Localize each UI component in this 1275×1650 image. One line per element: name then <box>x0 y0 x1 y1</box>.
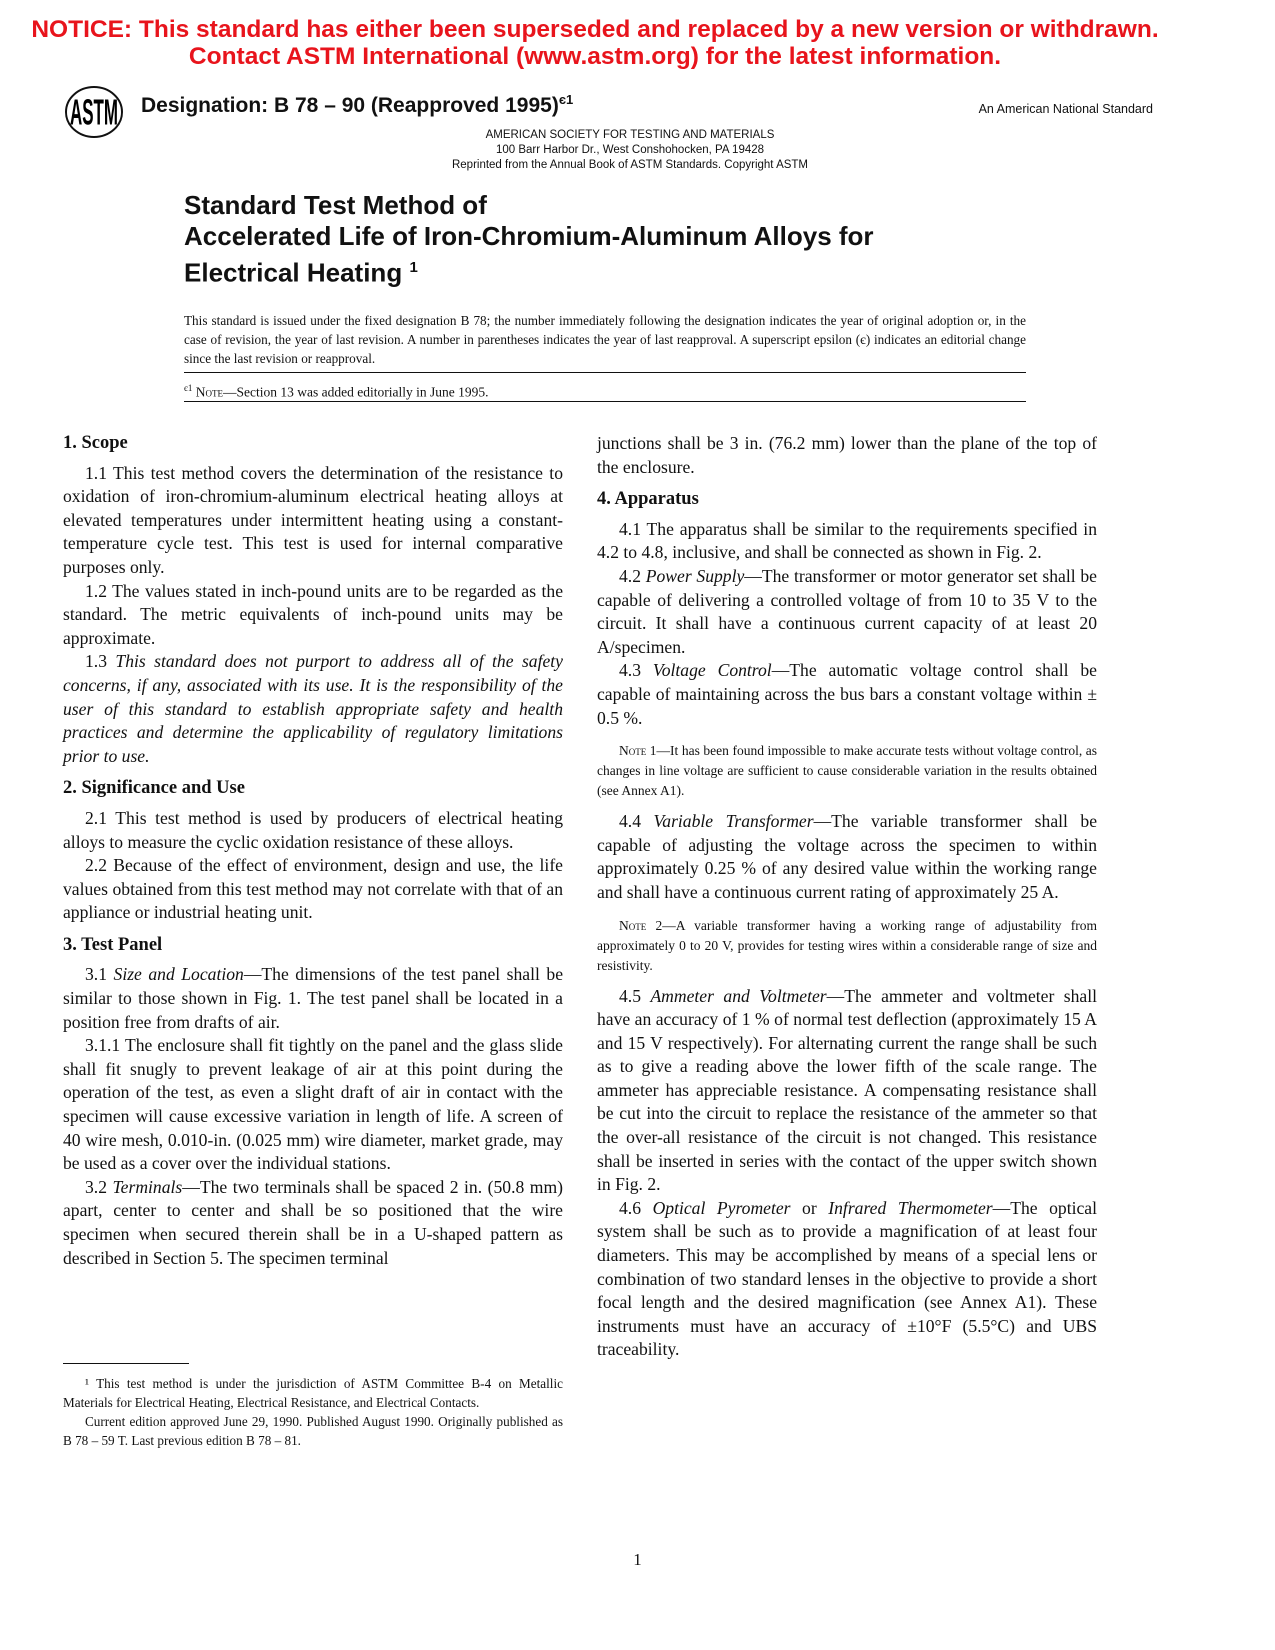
footnote-rule <box>63 1363 189 1364</box>
divider <box>184 401 1026 402</box>
society-info: AMERICAN SOCIETY FOR TESTING AND MATERIALS 100 Barr Harbor Dr., West Conshohocken, PA 19428 Reprinted from the Annual Book of ASTM Standards. Copyright ASTM <box>451 129 809 171</box>
svg-text:ASTM: ASTM <box>70 92 118 134</box>
paragraph: 4.1 The apparatus shall be similar to the requirements specified in 4.2 to 4.8, inclusive, and shall be connected as shown in Fig. 2. <box>597 518 1097 563</box>
paragraph: 4.3 Voltage Control—The automatic voltage control shall be capable of maintaining across the bus bars a constant voltage within ± 0.5 %. <box>597 660 1097 728</box>
section-heading: 2. Significance and Use <box>63 778 245 799</box>
note: Note 1—It has been found impossible to make accurate tests without voltage control, as changes in line voltage are sufficient to cause considerable variation in the results obtained (see Annex A1). <box>597 743 1097 799</box>
note: Note 2—A variable transformer having a working range of adjustability from approximately 0 to 20 V, provides for testing wires within a considerable range of size and resistivity. <box>597 917 1097 973</box>
astm-logo <box>64 86 124 138</box>
paragraph: 1.2 The values stated in inch-pound units are to be regarded as the standard. The metric equivalents of inch-pound units may be approximate. <box>63 580 563 648</box>
paragraph: 3.2 Terminals—The two terminals shall be spaced 2 in. (50.8 mm) apart, center to center and shall be so positioned that the wire specimen when secured therein shall be in a U-shaped pattern as described in Section 5. The specimen terminal <box>63 1176 564 1268</box>
footnote: Current edition approved June 29, 1990. Published August 1990. Originally published as B 78 – 59 T. Last previous edition B 78 – 81. <box>63 1414 563 1448</box>
paragraph: 4.6 Optical Pyrometer or Infrared Thermometer—The optical system shall be such as to provide a magnification of at least four diameters. This may be accomplished by means of a special lens or combination of two standard lenses in the objective to provide a short focal length and the desired magnification (see Annex A1). These instruments must have an accuracy of ±10°F (5.5°C) and UBS traceability. <box>597 1197 1098 1360</box>
paragraph: 3.1.1 The enclosure shall fit tightly on the panel and the glass slide shall fit snugly to prevent leakage of air at this point during the operation of the test, as even a slight draft of air in contact with the specimen will cause excessive variation in length of life. A screen of 40 wire mesh, 0.010-in. (0.025 mm) wire diameter, market grade, may be used as a cover over the individual stations. <box>63 1035 563 1174</box>
left-column <box>63 432 563 1270</box>
issuance-statement: This standard is issued under the fixed designation B 78; the number immediately following the designation indicates the year of original adoption or, in the case of revision, the year of last revision. A number in parentheses indicates the year of last reapproval. A superscript epsilon (є) indicates an editorial change since the last revision or reapproval. <box>184 313 1026 366</box>
paragraph: junctions shall be 3 in. (76.2 mm) lower than the plane of the top of the enclosure. <box>597 433 1097 477</box>
paragraph: 1.1 This test method covers the determination of the resistance to oxidation of iron-chromium-aluminum electrical heating alloys at elevated temperatures under intermittent heating using a constant-temperature cycle test. This test is used for internal comparative purposes only. <box>63 462 563 577</box>
paragraph: 2.1 This test method is used by producers of electrical heating alloys to measure the cyclic oxidation resistance of these alloys. <box>63 807 563 852</box>
national-standard-label: An American National Standard <box>978 102 1153 116</box>
footnote: ¹ This test method is under the jurisdiction of ASTM Committee B-4 on Metallic Materials for Electrical Heating, Electrical Resistance, and Electrical Contacts. <box>63 1376 563 1410</box>
footnotes <box>63 1374 563 1450</box>
paragraph: 4.4 Variable Transformer—The variable transformer shall be capable of adjusting the voltage across the specimen to within approximately 0.25 % of any desired value within the working range and shall have a continuous current rating of approximately 25 A. <box>597 811 1097 902</box>
paragraph: 1.3 This standard does not purport to address all of the safety concerns, if any, associated with its use. It is the responsibility of the user of this standard to establish appropriate safety and health practices and determine the applicability of regulatory limitations prior to use. <box>63 651 563 766</box>
designation: Designation: B 78 – 90 (Reapproved 1995)$^{є1}$ <box>141 92 574 117</box>
paragraph: 4.5 Ammeter and Voltmeter—The ammeter and voltmeter shall have an accuracy of 1 % of normal test deflection (approximately 15 A and 15 V respectively). For alternating current the range shall be such as to give a reading above the lower fifth of the scale range. The ammeter has appreciable resistance. A compensating resistance shall be cut into the circuit to replace the resistance of the ammeter so that the over-all resistance of the circuit is not changed. This resistance shall be inserted in series with the contact of the upper switch shown in Fig. 2. <box>597 985 1097 1195</box>
divider <box>184 372 1026 373</box>
right-column <box>597 432 1097 1362</box>
paragraph: 2.2 Because of the effect of environment, design and use, the life values obtained from this test method may not correlate with that of an appliance or industrial heating unit. <box>63 855 563 923</box>
section-heading: 3. Test Panel <box>63 934 163 955</box>
page-number: 1 <box>633 1550 642 1569</box>
document-title: Standard Test Method of Accelerated Life of Iron-Chromium-Aluminum Alloys for Electrical Heating $^1$ <box>184 190 874 288</box>
supersession-notice: NOTICE: This standard has either been superseded and replaced by a new version or withdrawn. Contact ASTM International (www.astm.org) for the latest information. <box>31 16 1159 70</box>
epsilon-note: $^{є1}$ Note—Section 13 was added editorially in June 1995. <box>184 383 489 400</box>
paragraph: 4.2 Power Supply—The transformer or motor generator set shall be capable of delivering a controlled voltage of from 10 to 35 V to the circuit. It shall have a continuous current capacity of at least 20 A/specimen. <box>597 565 1097 657</box>
paragraph: 3.1 Size and Location—The dimensions of the test panel shall be similar to those shown in Fig. 1. The test panel shall be located in a position free from drafts of air. <box>63 964 564 1032</box>
section-heading: 1. Scope <box>63 433 128 453</box>
section-heading: 4. Apparatus <box>597 489 699 510</box>
